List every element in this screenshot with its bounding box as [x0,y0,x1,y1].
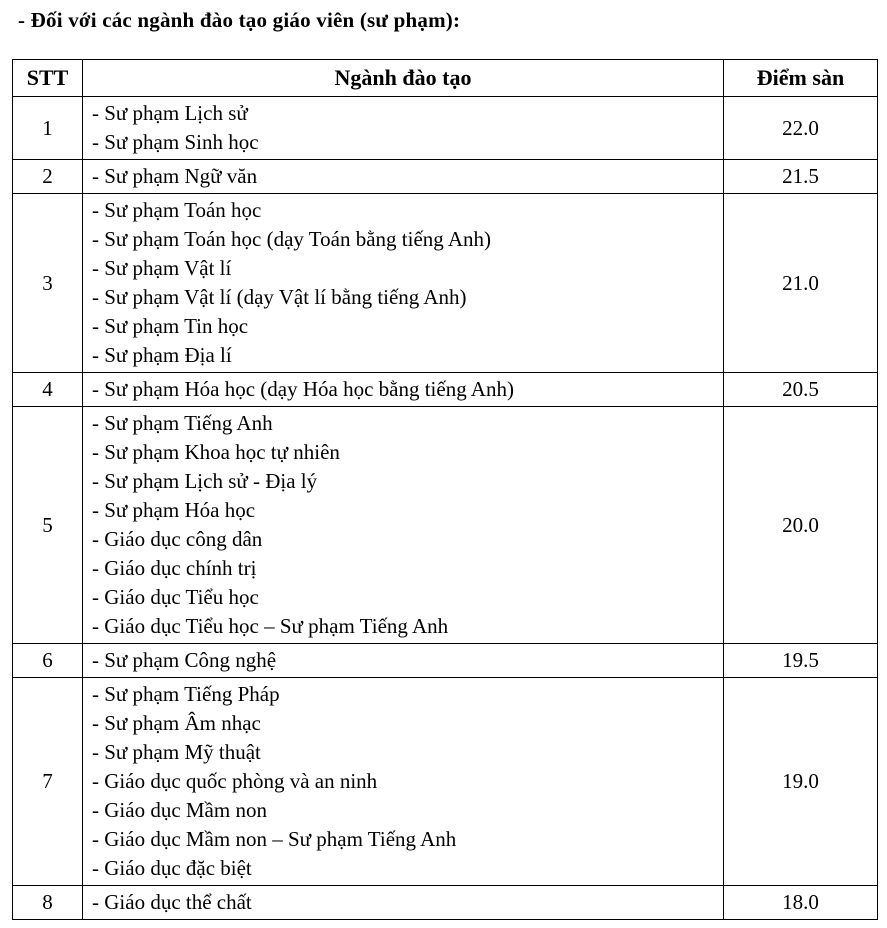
floor-score-cell: 21.0 [724,194,878,373]
programs-cell [83,886,724,920]
program-item: - Sư phạm Vật lí [92,256,232,280]
row-number-cell: 3 [13,194,83,373]
program-item: - Sư phạm Ngữ văn [92,164,258,188]
program-item: - Sư phạm Sinh học [92,130,259,154]
program-item: - Sư phạm Khoa học tự nhiên [92,440,340,464]
floor-score-cell: 19.0 [724,678,878,886]
program-item: - Sư phạm Âm nhạc [92,711,261,735]
programs-cell [83,160,724,194]
row-number-cell: 1 [13,97,83,160]
floor-score-cell: 22.0 [724,97,878,160]
row-number-cell: 4 [13,373,83,407]
column-header-diem-san: Điểm sàn [724,60,878,97]
floor-score-cell: 18.0 [724,886,878,920]
program-item: - Sư phạm Địa lí [92,343,232,367]
program-item: - Sư phạm Hóa học (dạy Hóa học bằng tiếng Anh) [92,377,514,401]
row-number-cell: 8 [13,886,83,920]
table-body [13,97,878,920]
program-item: - Giáo dục đặc biệt [92,856,252,880]
table-row [13,644,878,678]
program-item: - Sư phạm Toán học [92,198,262,222]
table-row [13,886,878,920]
program-item: - Giáo dục quốc phòng và an ninh [92,769,378,793]
program-item: - Giáo dục Tiểu học – Sư phạm Tiếng Anh [92,614,449,638]
table-row [13,373,878,407]
program-item: - Sư phạm Tin học [92,314,249,338]
floor-score-table [12,59,878,920]
programs-cell [83,644,724,678]
program-item: - Giáo dục công dân [92,527,263,551]
program-item: - Giáo dục chính trị [92,556,257,580]
programs-cell [83,407,724,644]
table-row [13,407,878,644]
programs-cell [83,97,724,160]
row-number-cell: 5 [13,407,83,644]
row-number-cell: 7 [13,678,83,886]
program-item: - Sư phạm Tiếng Pháp [92,682,280,706]
program-item: - Sư phạm Vật lí (dạy Vật lí bằng tiếng Anh) [92,285,467,309]
floor-score-cell: 20.5 [724,373,878,407]
table-header-row [13,60,878,97]
program-item: - Giáo dục Mầm non – Sư phạm Tiếng Anh [92,827,457,851]
table-row [13,194,878,373]
program-item: - Sư phạm Lịch sử - Địa lý [92,469,318,493]
page-title: - Đối với các ngành đào tạo giáo viên (sư phạm): [18,8,461,32]
floor-score-cell: 19.5 [724,644,878,678]
table-row [13,97,878,160]
floor-score-cell: 21.5 [724,160,878,194]
column-header-stt: STT [13,60,83,97]
program-item: - Sư phạm Toán học (dạy Toán bằng tiếng Anh) [92,227,492,251]
program-item: - Giáo dục Mầm non [92,798,267,822]
program-item: - Giáo dục thể chất [92,890,252,914]
programs-cell [83,678,724,886]
table-row [13,160,878,194]
program-item: - Sư phạm Hóa học [92,498,256,522]
table-row [13,678,878,886]
row-number-cell: 6 [13,644,83,678]
floor-score-cell: 20.0 [724,407,878,644]
program-item: - Sư phạm Công nghệ [92,648,277,672]
program-item: - Sư phạm Tiếng Anh [92,411,273,435]
program-item: - Giáo dục Tiểu học [92,585,259,609]
programs-cell [83,373,724,407]
programs-cell [83,194,724,373]
program-item: - Sư phạm Mỹ thuật [92,740,261,764]
row-number-cell: 2 [13,160,83,194]
program-item: - Sư phạm Lịch sử [92,101,248,125]
column-header-nganh-dao-tao: Ngành đào tạo [83,60,724,97]
